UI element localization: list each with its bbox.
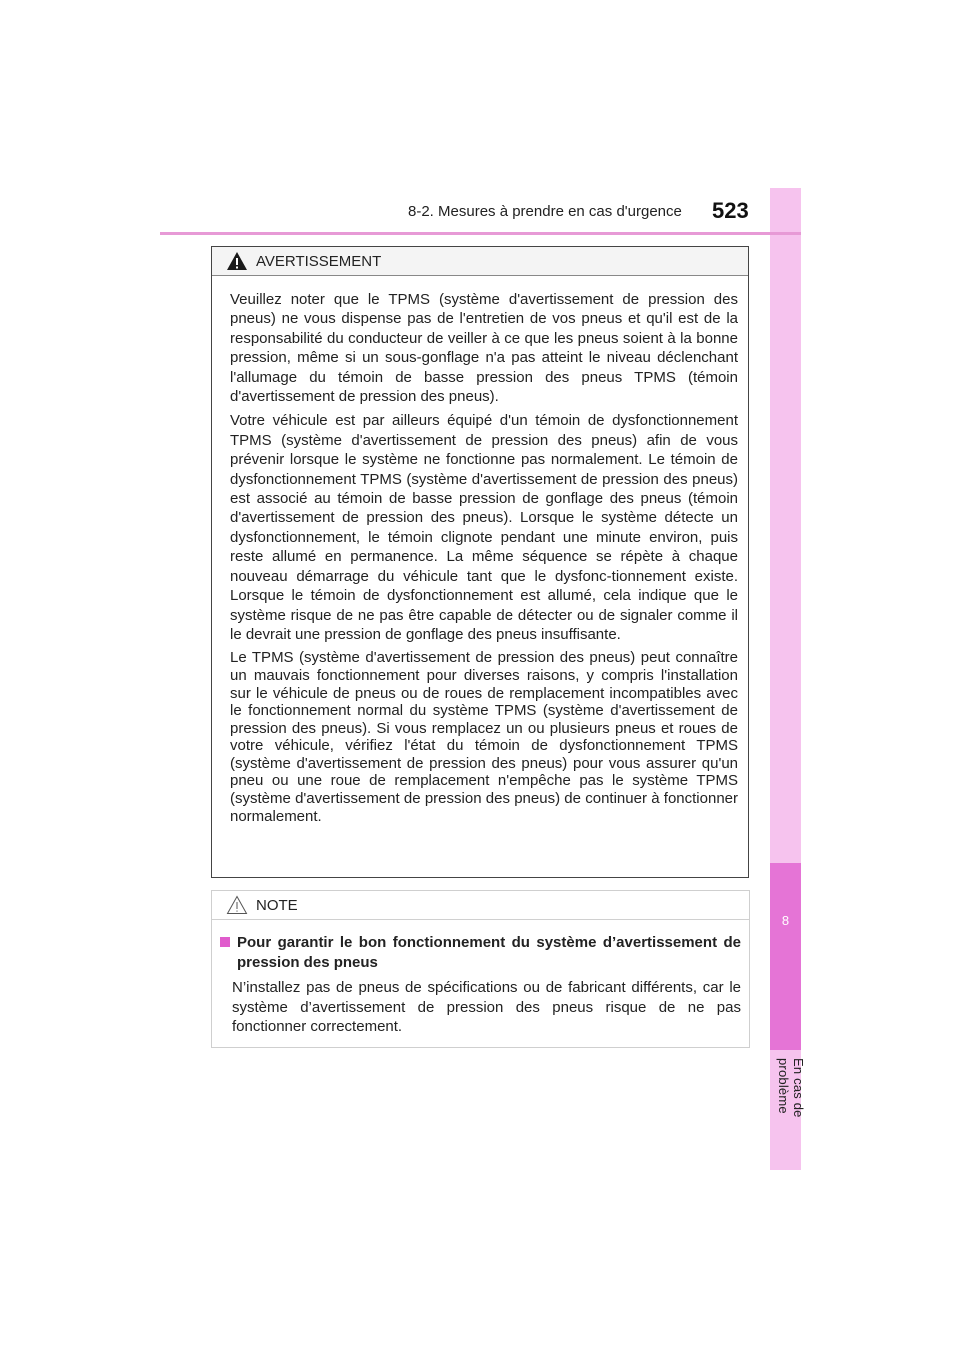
- warning-triangle-icon: [226, 251, 248, 271]
- square-bullet-icon: [220, 937, 230, 947]
- warning-paragraph-2: Votre véhicule est par ailleurs équipé d'un témoin de dysfonctionnement TPMS (système d'avertissement de pression des pneus) afin de vous prévenir lorsque le système ne fonctionne pas normalement. Le témoin de dysfonctionnement TPMS (système d'avertissement de pression des pneus) est associé au témoin de basse pression de gonflage des pneus (témoin d'avertissement de pression des pneus). Lorsque le système détecte un dysfonctionnement, le témoin clignote pendant une minute environ, puis reste allumé en permanence. La même séquence se répète à chaque nouveau démarrage du véhicule tant que le dysfonc-tionnement existe. Lorsque le témoin de dysfonctionnement est allumé, cela indique que le système risque de ne pas être capable de détecter ou de signaler comme il le devrait une pression de gonflage des pneus insuffisante.: [230, 412, 738, 643]
- warning-title: AVERTISSEMENT: [256, 252, 382, 270]
- note-text: N’installez pas de pneus de spécifications ou de fabricant différents, car le système d’avertissement de pression des pneus risque de ne pas fonctionner correctement.: [232, 979, 741, 1036]
- note-body: [212, 920, 749, 1037]
- chapter-title: En cas de problème: [776, 1058, 806, 1118]
- section-title: 8-2. Mesures à prendre en cas d'urgence: [408, 203, 682, 220]
- note-header: [212, 891, 749, 920]
- warning-paragraph-1: Veuillez noter que le TPMS (système d'avertissement de pression des pneus) ne vous dispense pas de l'entretien de vos pneus et qu'il est de la responsabilité du conducteur de veiller à ce que les pneus soient à la bonne pression, même si un sous-gonflage n'a pas atteint le niveau déclenchant l'allumage du témoin de basse pression des pneus TPMS (témoin d'avertissement de pression des pneus).: [230, 291, 738, 406]
- chapter-side-tab: [770, 188, 806, 1170]
- note-title: NOTE: [256, 896, 298, 914]
- note-box: [211, 890, 750, 1048]
- warning-paragraph-3: Le TPMS (système d'avertissement de pression des pneus) peut connaître un mauvais fonctionnement pour diverses raisons, y compris l'installation sur le véhicule de pneus ou de roues de remplacement incompatibles avec le fonctionnement normal du système TPMS (système d'avertissement de pression des pneus). Si vous remplacez un ou plusieurs pneus et roues de votre véhicule, vérifiez l'état du témoin de dysfonctionnement TPMS (système d'avertissement de pression des pneus) pour vous assurer qu'un pneu ou une roue de remplacement n'empêche pas le système TPMS (système d'avertissement de pression des pneus) de continuer à fonctionner normalement.: [230, 649, 738, 825]
- warning-body: [212, 276, 748, 825]
- header-rule-extension: [770, 232, 801, 235]
- header-rule: [160, 232, 770, 235]
- chapter-marker: [770, 863, 801, 1050]
- caution-triangle-icon: [226, 895, 248, 915]
- note-heading-text: Pour garantir le bon fonctionnement du système d’avertissement de pression des pneus: [237, 934, 741, 971]
- chapter-number: 8: [781, 913, 790, 928]
- warning-header: [212, 247, 748, 276]
- note-heading: [216, 933, 741, 972]
- page-number: 523: [712, 198, 749, 223]
- warning-box: [211, 246, 749, 878]
